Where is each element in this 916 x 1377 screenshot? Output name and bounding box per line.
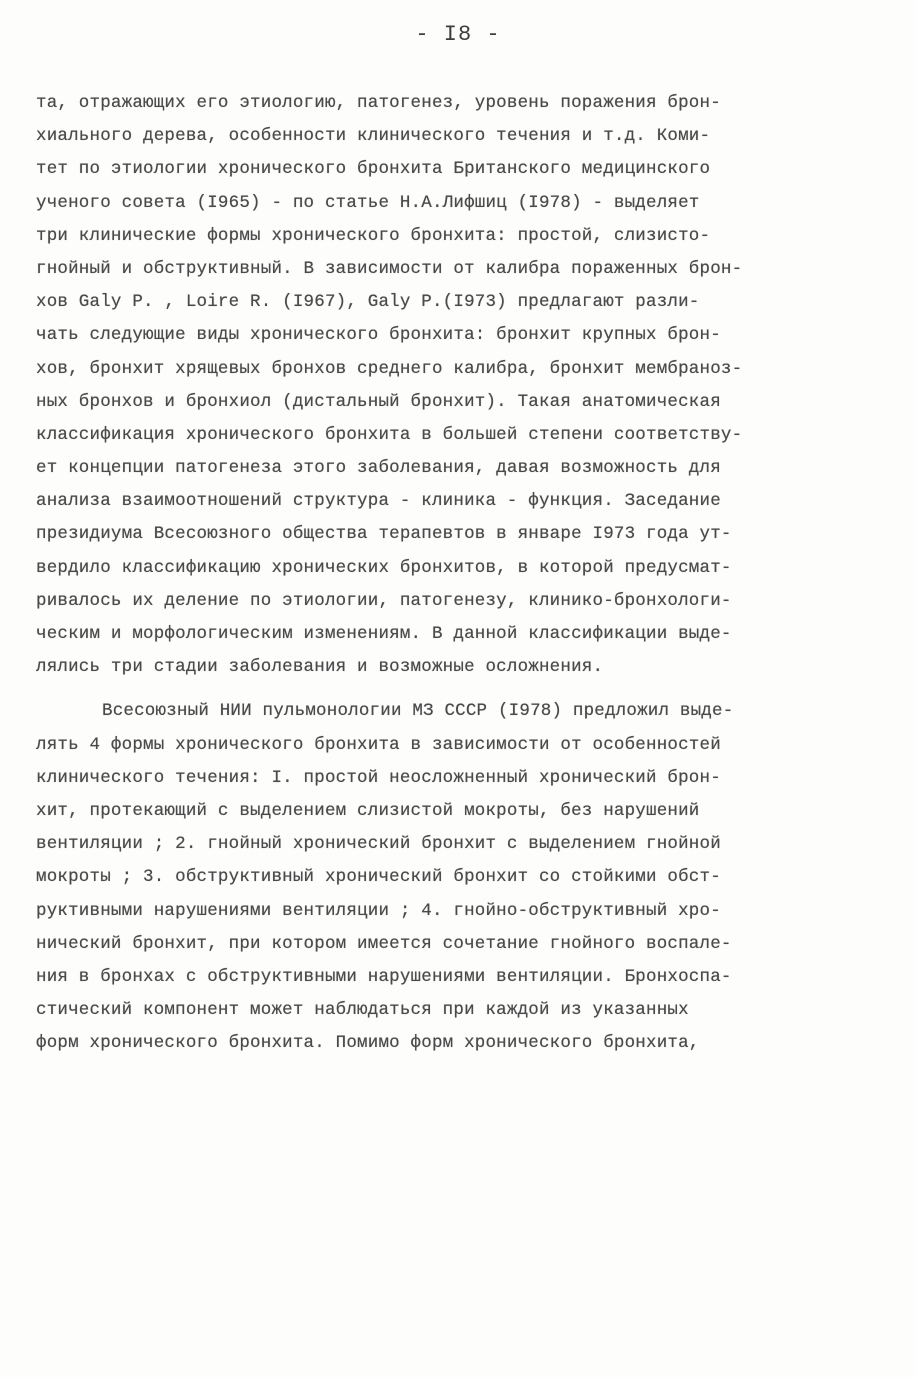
text-line: хов, бронхит хрящевых бронхов среднего калибра, бронхит мембраноз- (36, 358, 743, 379)
text-line: та, отражающих его этиологию, патогенез, уровень поражения брон- (36, 93, 721, 113)
text-line: лять 4 формы хронического бронхита в зависимости от особенностей (36, 734, 721, 755)
text-line: три клинические формы хронического бронхита: простой, слизисто- (36, 225, 711, 246)
page-number: - I8 - (415, 22, 501, 47)
text-line: вердило классификацию хронических бронхитов, в которой предусмат- (36, 557, 732, 578)
text-line: ческим и морфологическим изменениям. В данной классификации выде- (36, 624, 732, 644)
text-line: лялись три стадии заболевания и возможные осложнения. (36, 657, 604, 678)
text-line: хиального дерева, особенности клинического течения и т.д. Коми- (36, 126, 711, 147)
text-line: ученого совета (I965) - по статье Н.А.Лифшиц (I978) - выделяет (36, 192, 700, 213)
text-line: ривалось их деление по этиологии, патогенезу, клинико-бронхологи- (36, 590, 732, 611)
text-line: хит, протекающий с выделением слизистой мокроты, без нарушений (36, 800, 700, 821)
body-text (36, 87, 876, 1060)
text-line: ния в бронхах с обструктивными нарушениями вентиляции. Бронхоспа- (36, 966, 732, 987)
text-line: нический бронхит, при котором имеется сочетание гнойного воспале- (36, 933, 732, 954)
text-line: президиума Всесоюзного общества терапевтов в январе I973 года ут- (36, 524, 732, 545)
text-line: ет концепции патогенеза этого заболевания, давая возможность для (36, 458, 721, 479)
text-line: тет по этиологии хронического бронхита Британского медицинского (36, 159, 711, 180)
text-line: руктивными нарушениями вентиляции ; 4. гнойно-обструктивный хро- (36, 900, 721, 921)
text-line: ных бронхов и бронхиол (дистальный бронхит). Такая анатомическая (36, 391, 721, 412)
text-line: классификация хронического бронхита в большей степени соответству- (36, 424, 743, 445)
text-line: мокроты ; 3. обструктивный хронический бронхит со стойкими обст- (36, 867, 721, 888)
text-line: гнойный и обструктивный. В зависимости от калибра пораженных брон- (36, 258, 743, 279)
text-line: хов Galy P. , Loire R. (I967), Galy P.(I973) предлагают разли- (36, 292, 700, 313)
text-line: стический компонент может наблюдаться при каждой из указанных (36, 1000, 689, 1021)
text-line: вентиляции ; 2. гнойный хронический бронхит с выделением гнойной (36, 834, 721, 855)
text-line: анализа взаимоотношений структура - клиника - функция. Заседание (36, 491, 721, 512)
text-line: Всесоюзный НИИ пульмонологии МЗ СССР (I978) предложил выде- (102, 701, 734, 722)
text-line: чать следующие виды хронического бронхита: бронхит крупных брон- (36, 325, 721, 346)
text-line: форм хронического бронхита. Помимо форм хронического бронхита, (36, 1033, 700, 1054)
text-line: клинического течения: I. простой неосложненный хронический брон- (36, 767, 721, 788)
